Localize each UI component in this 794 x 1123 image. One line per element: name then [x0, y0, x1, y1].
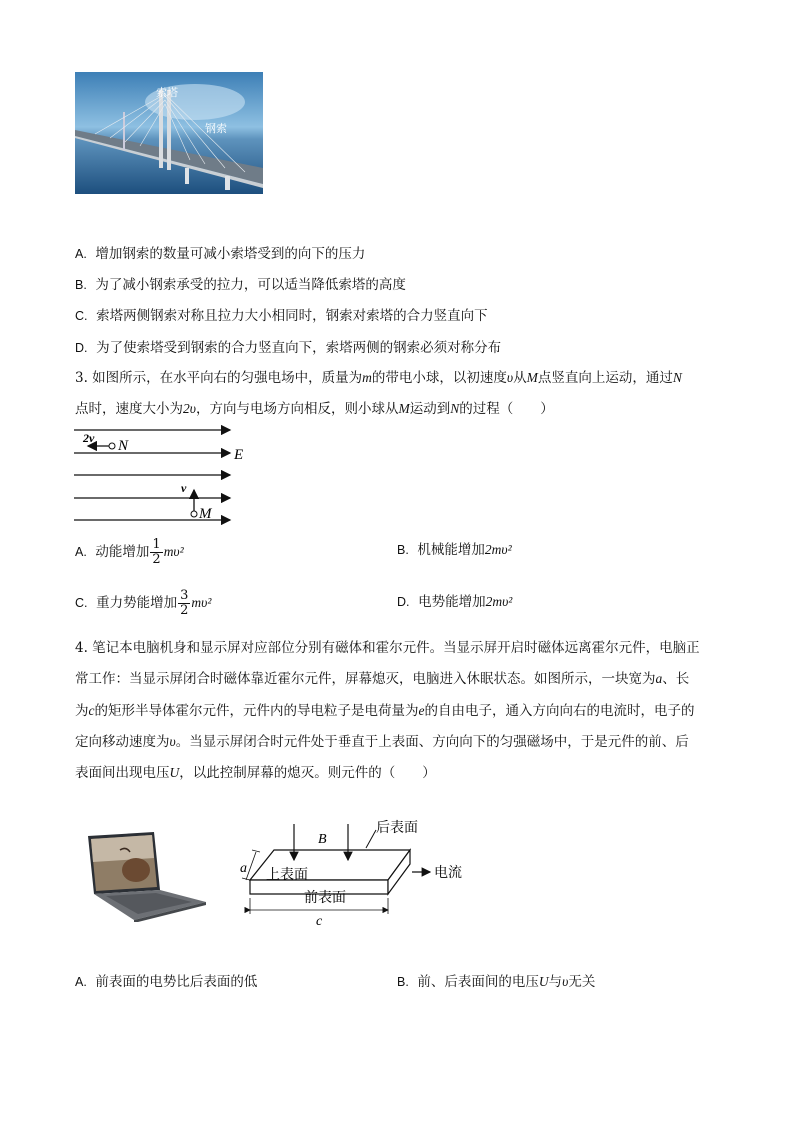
q4-option-a[interactable]: A. 前表面的电势比后表面的低	[75, 974, 258, 990]
q3-option-c[interactable]: C. 重力势能增加 $\frac{3}{2}$ mυ²	[75, 587, 212, 618]
label-b: B	[318, 832, 327, 847]
point-n	[109, 443, 115, 449]
label-top-surface: 上表面	[266, 868, 308, 883]
hall-element-diagram	[232, 812, 482, 930]
bridge-photo	[75, 72, 263, 194]
label-e: E	[234, 447, 244, 463]
q2-option-d[interactable]: D. 为了使索塔受到钢索的合力竖直向下，索塔两侧的钢索必须对称分布	[75, 340, 502, 356]
point-m	[191, 511, 197, 517]
q3-stem-line1: 3. 如图所示，在水平向右的匀强电场中，质量为m的带电小球，以初速度υ从M点竖直向上运动，通过N	[75, 370, 682, 386]
electric-field-diagram	[70, 424, 260, 528]
q2-option-b[interactable]: B. 为了减小钢索承受的拉力，可以适当降低索塔的高度	[75, 277, 406, 293]
label-tower: 索塔	[156, 87, 178, 99]
label-v: v	[181, 481, 187, 495]
q3-option-b[interactable]: B. 机械能增加2mυ²	[397, 542, 512, 558]
label-current: 电流	[434, 866, 462, 881]
label-m: M	[199, 506, 212, 522]
q3-option-d[interactable]: D. 电势能增加2mυ²	[397, 594, 513, 610]
q4-stem-line2: 常工作：当显示屏闭合时磁体靠近霍尔元件，屏幕熄灭，电脑进入休眠状态。如图所示，一块宽为a、长	[75, 671, 690, 687]
label-c: c	[316, 914, 323, 929]
q4-stem-line5: 表面间出现电压U，以此控制屏幕的熄灭。则元件的（ ）	[75, 765, 436, 781]
laptop-image	[84, 830, 208, 922]
q4-stem-line1: 4. 笔记本电脑机身和显示屏对应部位分别有磁体和霍尔元件。当显示屏开启时磁体远离霍尔元件，电脑正	[75, 640, 700, 656]
label-a: a	[240, 861, 247, 876]
q2-option-c[interactable]: C. 索塔两侧钢索对称且拉力大小相同时，钢索对索塔的合力竖直向下	[75, 308, 488, 324]
q3-option-a[interactable]: A. 动能增加 $\frac{1}{2}$ mυ²	[75, 536, 184, 567]
q3-stem-line2: 点时，速度大小为2υ，方向与电场方向相反，则小球从M运动到N的过程（ ）	[75, 401, 554, 417]
label-back-surface: 后表面	[376, 821, 418, 836]
label-2v: 2v	[83, 431, 95, 445]
q2-option-a[interactable]: A. 增加钢索的数量可减小索塔受到的向下的压力	[75, 246, 366, 262]
q4-option-b[interactable]: B. 前、后表面间的电压U与υ无关	[397, 974, 596, 990]
q4-stem-line3: 为c的矩形半导体霍尔元件，元件内的导电粒子是电荷量为e的自由电子，通入方向向右的电流时，电子的	[75, 703, 695, 719]
label-n: N	[118, 438, 129, 454]
q4-stem-line4: 定向移动速度为υ。当显示屏闭合时元件处于垂直于上表面、方向向下的匀强磁场中，于是元件的前、后	[75, 734, 689, 750]
label-front-surface: 前表面	[304, 891, 346, 906]
label-cable: 钢索	[205, 123, 227, 135]
